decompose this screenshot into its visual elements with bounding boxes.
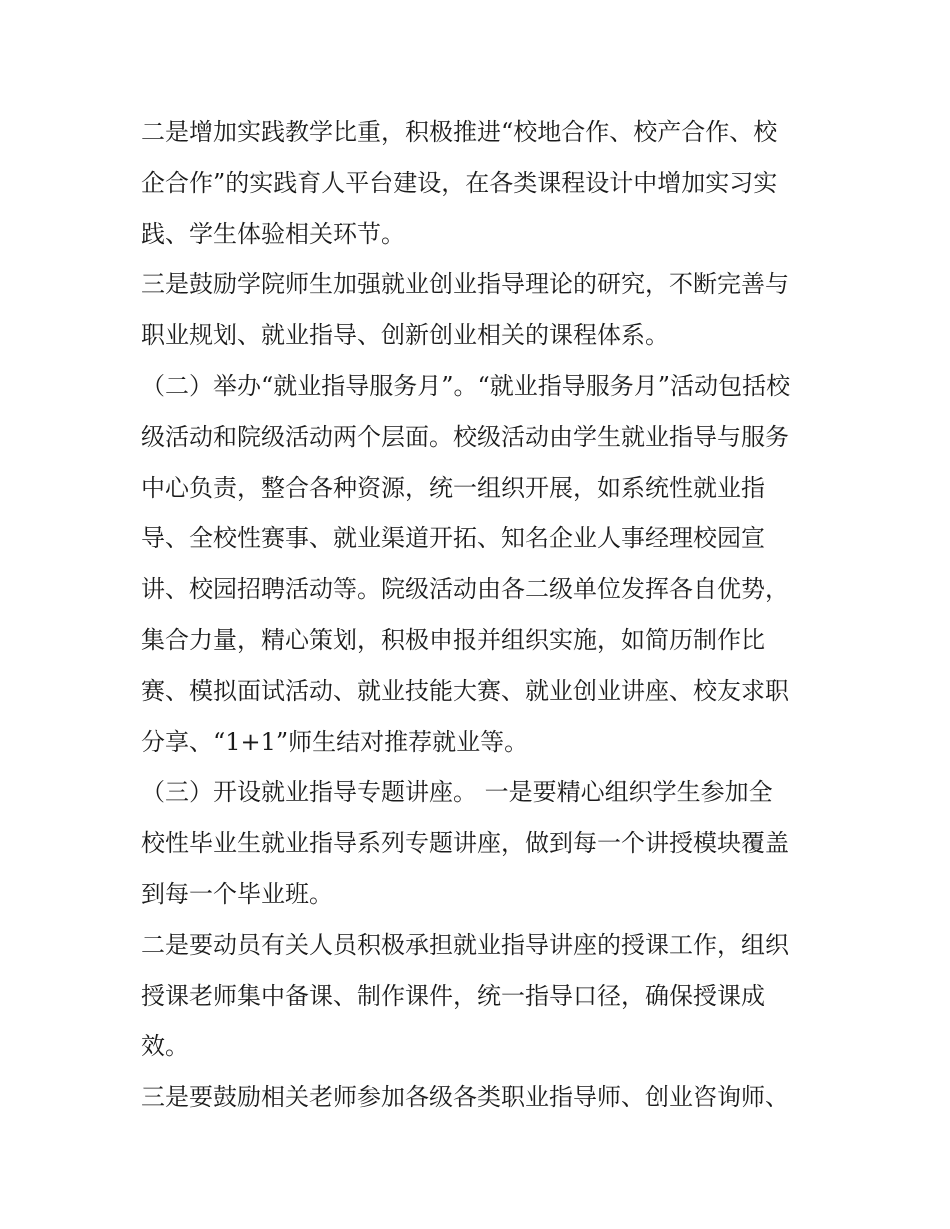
document-body (141, 107, 821, 1123)
paragraph-lecture-staff: 二是要动员有关人员积极承担就业指导讲座的授课工作，组织 授课老师集中备课、制作课件，统一指导口径，确保授课成 效。 (141, 930, 789, 1061)
paragraph-service-month: （二）举办“就业指导服务月”。“就业指导服务月”活动包括校 级活动和院级活动两个层面。校级活动由学生就业指导与服务 中心负责，整合各种资源，统一组织开展，如系统性就业指 导、全校性赛事、就业渠道开拓、知名企业人事经理校园宣 讲、校园招聘活动等。院级活动由各二级单位发挥各自优势， 集合力量，精心策划，积极申报并组织实施，如简历制作比 赛、模拟面试活动、就业技能大赛、就业创业讲座、校友求职 分享、“1+1”师生结对推荐就业等。 (141, 371, 791, 756)
paragraph-guidance-research: 三是鼓励学院师生加强就业创业指导理论的研究，不断完善与 职业规划、就业指导、创新创业相关的课程体系。 (141, 270, 789, 350)
paragraph-special-lectures: （三）开设就业指导专题讲座。 一是要精心组织学生参加全 校性毕业生就业指导系列专题讲座，做到每一个讲授模块覆盖 到每一个毕业班。 (141, 778, 789, 908)
paragraph-teacher-training: 三是要鼓励相关老师参加各级各类职业指导师、创业咨询师、 (141, 1083, 789, 1112)
paragraph-practice-teaching: 二是增加实践教学比重，积极推进“校地合作、校产合作、校 企合作”的实践育人平台建设，在各类课程设计中增加实习实 践、学生体验相关环节。 (141, 118, 778, 248)
